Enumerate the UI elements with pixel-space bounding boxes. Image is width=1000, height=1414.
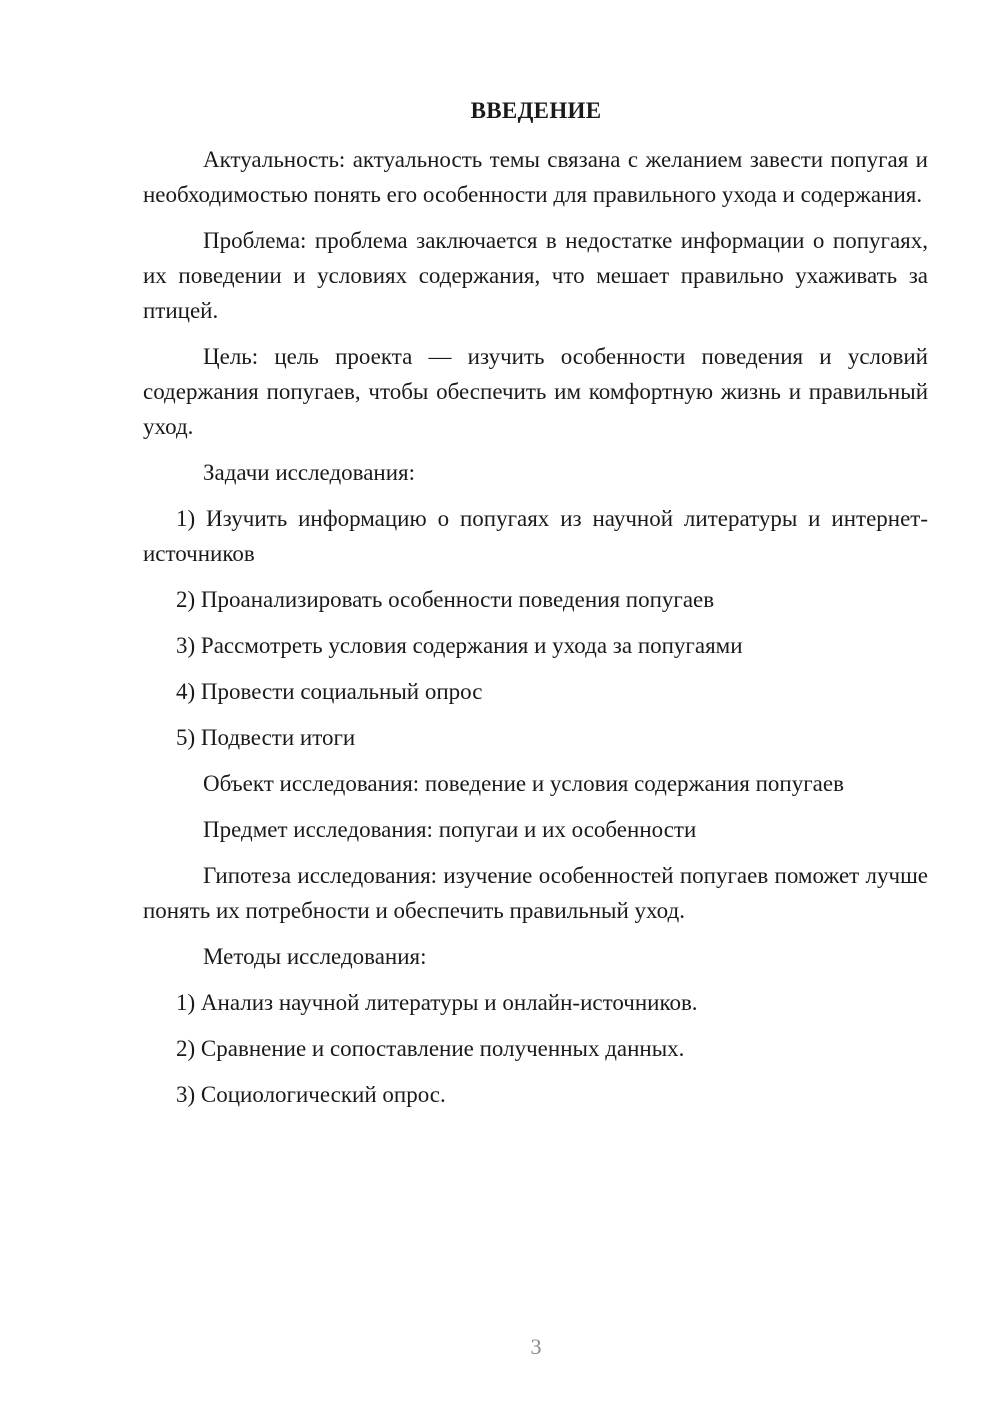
method-item-2: 2) Сравнение и сопоставление полученных данных. [176,1036,685,1061]
paragraph-problem: Проблема: проблема заключается в недостатке информации о попугаях, их поведении и условиях содержания, что мешает правильно ухаживать за птицей. [143,228,928,323]
paragraph-tasks-heading: Задачи исследования: [203,460,416,485]
task-item-5: 5) Подвести итоги [176,725,356,750]
section-title: ВВЕДЕНИЕ [470,98,602,123]
task-item-4: 4) Провести социальный опрос [176,679,483,704]
paragraph-goal: Цель: цель проекта — изучить особенности поведения и условий содержания попугаев, чтобы обеспечить им комфортную жизнь и правильный уход. [143,344,928,439]
page-number: 3 [530,1334,542,1359]
method-item-1: 1) Анализ научной литературы и онлайн-источников. [176,990,698,1015]
body-text [143,142,928,1123]
paragraph-methods-heading: Методы исследования: [203,944,427,969]
task-item-1: 1) Изучить информацию о попугаях из научной литературы и интернет-источников [143,506,928,566]
paragraph-subject: Предмет исследования: попугаи и их особенности [203,817,697,842]
paragraph-hypothesis: Гипотеза исследования: изучение особенностей попугаев поможет лучше понять их потребности и обеспечить правильный уход. [143,863,928,923]
paragraph-object: Объект исследования: поведение и условия содержания попугаев [203,771,844,796]
paragraph-relevance: Актуальность: актуальность темы связана с желанием завести попугая и необходимостью понять его особенности для правильного ухода и содержания. [143,147,928,207]
method-item-3: 3) Социологический опрос. [176,1082,446,1107]
task-item-3: 3) Рассмотреть условия содержания и ухода за попугаями [176,633,743,658]
task-item-2: 2) Проанализировать особенности поведения попугаев [176,587,715,612]
